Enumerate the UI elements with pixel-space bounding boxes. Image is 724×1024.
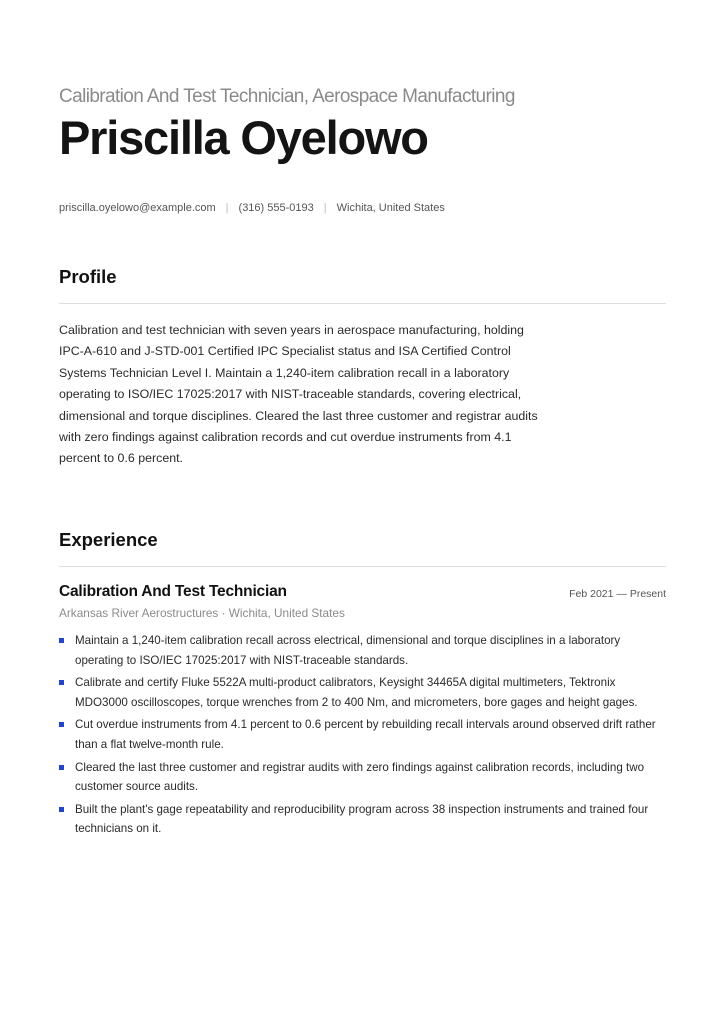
job-bullet-text: Cleared the last three customer and registrar audits with zero findings against calibration records, including two customer source audits. bbox=[75, 760, 645, 794]
job-bullet bbox=[59, 631, 666, 670]
bullet-square-icon bbox=[59, 807, 64, 812]
contact-separator: | bbox=[323, 202, 327, 214]
experience-divider bbox=[59, 566, 666, 567]
bullet-square-icon bbox=[59, 722, 64, 727]
contact-separator: | bbox=[225, 202, 229, 214]
phone-text: (316) 555-0193 bbox=[238, 202, 314, 214]
job-bullet-text: Cut overdue instruments from 4.1 percent to 0.6 percent by rebuilding recall intervals around observed drift rather than a flat twelve-month rule. bbox=[75, 718, 656, 751]
bullet-square-icon bbox=[59, 765, 64, 770]
email-text: priscilla.oyelowo@example.com bbox=[59, 202, 216, 214]
experience-heading: Experience bbox=[59, 529, 158, 550]
job-bullet-text: Built the plant's gage repeatability and reproducibility program across 38 inspection instruments and trained four technicians on it. bbox=[75, 802, 649, 836]
candidate-name: Priscilla Oyelowo bbox=[59, 111, 428, 164]
job-bullet bbox=[59, 715, 666, 754]
bullet-square-icon bbox=[59, 680, 64, 685]
profile-summary: Calibration and test technician with seven years in aerospace manufacturing, holding IPC-A-610 and J-STD-001 Certified IPC Specialist status and ISA Certified Control Systems Technician Level I. Maintain a 1,240-item calibration recall in a laboratory operating to ISO/IEC 17025:2017 with NIST-traceable standards, covering electrical, dimensional and torque disciplines. Cleared the last three customer and registrar audits with zero findings against calibration records and cut overdue instruments from 4.1 percent to 0.6 percent. bbox=[59, 323, 538, 466]
job-bullet-text: Calibrate and certify Fluke 5522A multi-product calibrators, Keysight 34465A digital multimeters, Tektronix MDO3000 oscilloscopes, torque wrenches from 2 to 400 Nm, and micrometers, bore gages and height gages. bbox=[75, 676, 638, 709]
job-bullet-list bbox=[59, 631, 666, 842]
bullet-square-icon bbox=[59, 638, 64, 643]
job-bullet-text: Maintain a 1,240-item calibration recall across electrical, dimensional and torque disciplines in a laboratory operating to ISO/IEC 17025:2017 with NIST-traceable standards. bbox=[75, 634, 621, 667]
job-bullet bbox=[59, 800, 666, 839]
profile-heading: Profile bbox=[59, 266, 117, 287]
job-company: Arkansas River Aerostructures · Wichita, United States bbox=[59, 606, 345, 620]
job-role-title: Calibration And Test Technician bbox=[59, 583, 287, 600]
location-text: Wichita, United States bbox=[336, 202, 445, 214]
job-dates: Feb 2021 — Present bbox=[569, 588, 666, 600]
job-bullet bbox=[59, 758, 666, 797]
job-title: Calibration And Test Technician, Aerospace Manufacturing bbox=[59, 86, 515, 107]
job-bullet bbox=[59, 673, 666, 712]
contact-line bbox=[59, 202, 445, 214]
profile-divider bbox=[59, 303, 666, 304]
